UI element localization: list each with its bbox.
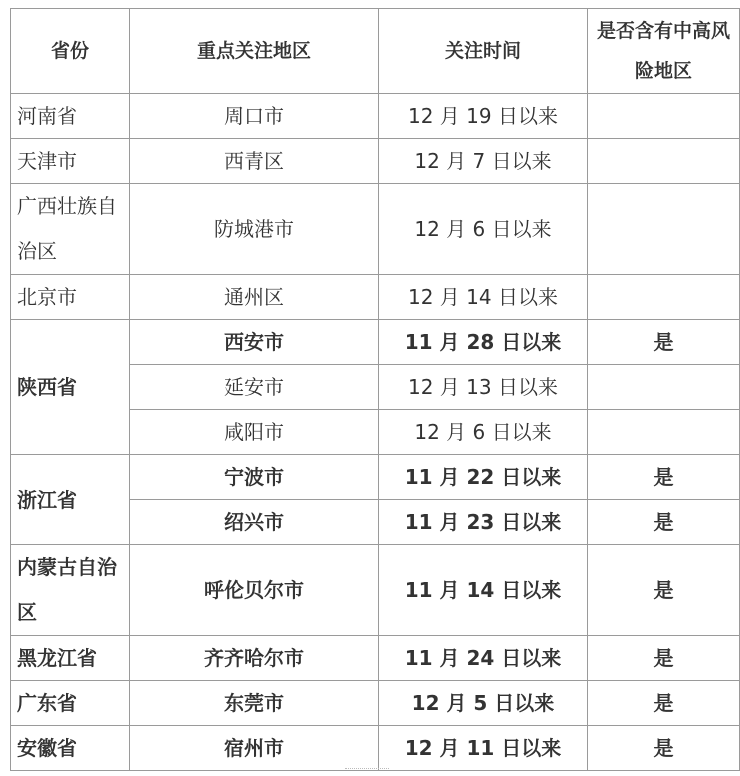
region-cell: 西青区 [130, 139, 379, 184]
header-time: 关注时间 [379, 9, 588, 94]
time-cell: 11 月 23 日以来 [379, 500, 588, 545]
risk-cell [588, 410, 740, 455]
header-row [11, 9, 740, 94]
risk-cell [588, 184, 740, 275]
region-cell: 宿州市 [130, 726, 379, 771]
region-cell: 宁波市 [130, 455, 379, 500]
time-cell: 12 月 5 日以来 [379, 681, 588, 726]
time-cell: 12 月 6 日以来 [379, 410, 588, 455]
time-cell: 12 月 11 日以来 [379, 726, 588, 771]
table-row [11, 455, 740, 500]
risk-cell: 是 [588, 500, 740, 545]
province-cell: 广东省 [11, 681, 130, 726]
risk-cell [588, 94, 740, 139]
province-cell: 河南省 [11, 94, 130, 139]
table-row [11, 726, 740, 771]
table-row [11, 320, 740, 365]
province-cell: 广西壮族自治区 [11, 184, 130, 275]
time-cell: 11 月 28 日以来 [379, 320, 588, 365]
table-row [11, 545, 740, 636]
table-row [11, 636, 740, 681]
region-cell: 齐齐哈尔市 [130, 636, 379, 681]
risk-cell [588, 365, 740, 410]
table-row [11, 94, 740, 139]
header-region: 重点关注地区 [130, 9, 379, 94]
time-cell: 12 月 13 日以来 [379, 365, 588, 410]
province-cell: 天津市 [11, 139, 130, 184]
region-cell: 绍兴市 [130, 500, 379, 545]
risk-cell: 是 [588, 636, 740, 681]
attention-regions-table [10, 8, 740, 771]
region-cell: 通州区 [130, 275, 379, 320]
region-cell: 东莞市 [130, 681, 379, 726]
province-cell: 安徽省 [11, 726, 130, 771]
time-cell: 11 月 22 日以来 [379, 455, 588, 500]
table-row [11, 139, 740, 184]
bottom-divider [345, 768, 389, 770]
region-cell: 西安市 [130, 320, 379, 365]
region-cell: 延安市 [130, 365, 379, 410]
table-row [11, 275, 740, 320]
risk-cell: 是 [588, 455, 740, 500]
province-cell: 内蒙古自治区 [11, 545, 130, 636]
table-row [11, 681, 740, 726]
province-cell: 黑龙江省 [11, 636, 130, 681]
risk-cell [588, 275, 740, 320]
time-cell: 12 月 6 日以来 [379, 184, 588, 275]
risk-cell: 是 [588, 320, 740, 365]
time-cell: 12 月 14 日以来 [379, 275, 588, 320]
header-risk: 是否含有中高风险地区 [588, 9, 740, 94]
time-cell: 12 月 19 日以来 [379, 94, 588, 139]
province-cell: 浙江省 [11, 455, 130, 545]
time-cell: 11 月 14 日以来 [379, 545, 588, 636]
table-row [11, 184, 740, 275]
province-cell: 陕西省 [11, 320, 130, 455]
region-cell: 周口市 [130, 94, 379, 139]
province-cell: 北京市 [11, 275, 130, 320]
risk-cell: 是 [588, 681, 740, 726]
region-cell: 呼伦贝尔市 [130, 545, 379, 636]
risk-cell [588, 139, 740, 184]
region-cell: 咸阳市 [130, 410, 379, 455]
risk-cell: 是 [588, 726, 740, 771]
time-cell: 11 月 24 日以来 [379, 636, 588, 681]
time-cell: 12 月 7 日以来 [379, 139, 588, 184]
risk-cell: 是 [588, 545, 740, 636]
header-province: 省份 [11, 9, 130, 94]
region-cell: 防城港市 [130, 184, 379, 275]
